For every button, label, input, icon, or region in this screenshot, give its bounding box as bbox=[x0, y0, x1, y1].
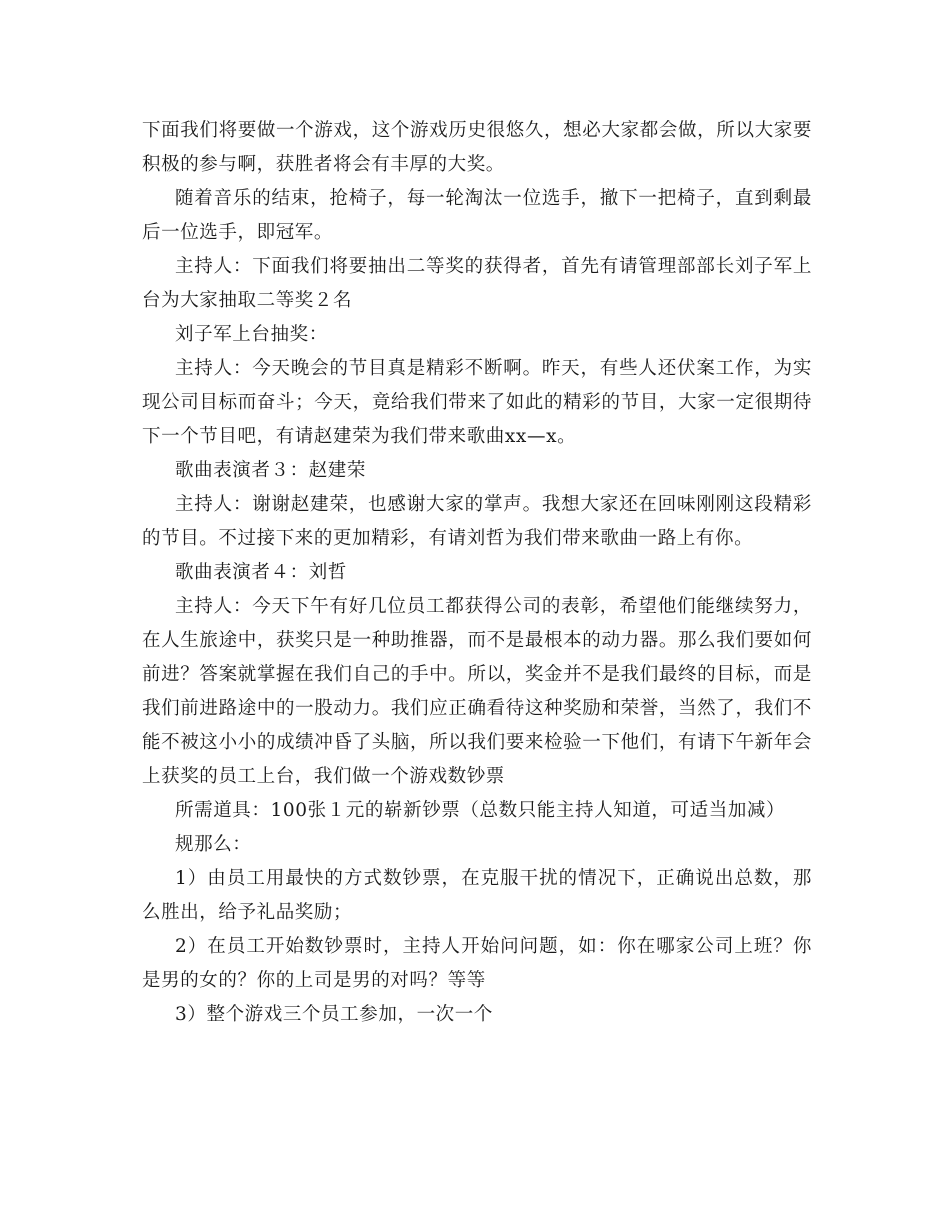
paragraph-rule-2: 2）在员工开始数钞票时，主持人开始问问题，如：你在哪家公司上班？你是男的女的？你的上司是男的对吗？等等 bbox=[142, 936, 812, 991]
paragraph-second-prize-announcement: 主持人：下面我们将要抽出二等奖的获得者，首先有请管理部部长刘子军上台为大家抽取二等奖２名 bbox=[142, 256, 812, 311]
paragraph-host-award-speech: 主持人：今天下午有好几位员工都获得公司的表彰，希望他们能继续努力，在人生旅途中，获奖只是一种助推器，而不是最根本的动力器。那么我们要如何前进？答案就掌握在我们自己的手中。所以，奖金并不是我们最终的目标，而是我们前进路途中的一股动力。我们应正确看待这种奖励和荣誉，当然了，我们不能不被这小小的成绩冲昏了头脑，所以我们要来检验一下他们，有请下午新年会上获奖的员工上台，我们做一个游戏数钞票 bbox=[142, 596, 812, 787]
paragraph-host-thanks: 主持人：谢谢赵建荣，也感谢大家的掌声。我想大家还在回味刚刚这段精彩的节目。不过接下来的更加精彩，有请刘哲为我们带来歌曲一路上有你。 bbox=[142, 494, 812, 549]
paragraph-prize-drawing: 刘子军上台抽奖： bbox=[175, 324, 328, 345]
paragraph-rule-3: 3）整个游戏三个员工参加，一次一个 bbox=[175, 1004, 493, 1025]
paragraph-props: 所需道具：100张１元的崭新钞票（总数只能主持人知道，可适当加减） bbox=[175, 800, 786, 821]
paragraph-performer-3: 歌曲表演者３：赵建荣 bbox=[175, 460, 367, 481]
paragraph-rule-1: 1）由员工用最快的方式数钞票，在克服干扰的情况下，正确说出总数，那么胜出，给予礼品奖励； bbox=[142, 868, 812, 923]
paragraph-host-introduces-song: 主持人：今天晚会的节目真是精彩不断啊。昨天，有些人还伏案工作，为实现公司目标而奋斗；今天，竟给我们带来了如此的精彩的节目，大家一定很期待下一个节目吧，有请赵建荣为我们带来歌曲xx—x。 bbox=[142, 358, 812, 447]
paragraph-rules-heading: 规那么： bbox=[175, 834, 252, 855]
paragraph-performer-4: 歌曲表演者４：刘哲 bbox=[175, 562, 347, 583]
document-body bbox=[142, 114, 812, 1032]
paragraph-musical-chairs-rules: 随着音乐的结束，抢椅子，每一轮淘汰一位选手，撤下一把椅子，直到剩最后一位选手，即冠军。 bbox=[142, 188, 812, 243]
paragraph-game-intro: 下面我们将要做一个游戏，这个游戏历史很悠久，想必大家都会做，所以大家要积极的参与啊，获胜者将会有丰厚的大奖。 bbox=[142, 120, 812, 175]
